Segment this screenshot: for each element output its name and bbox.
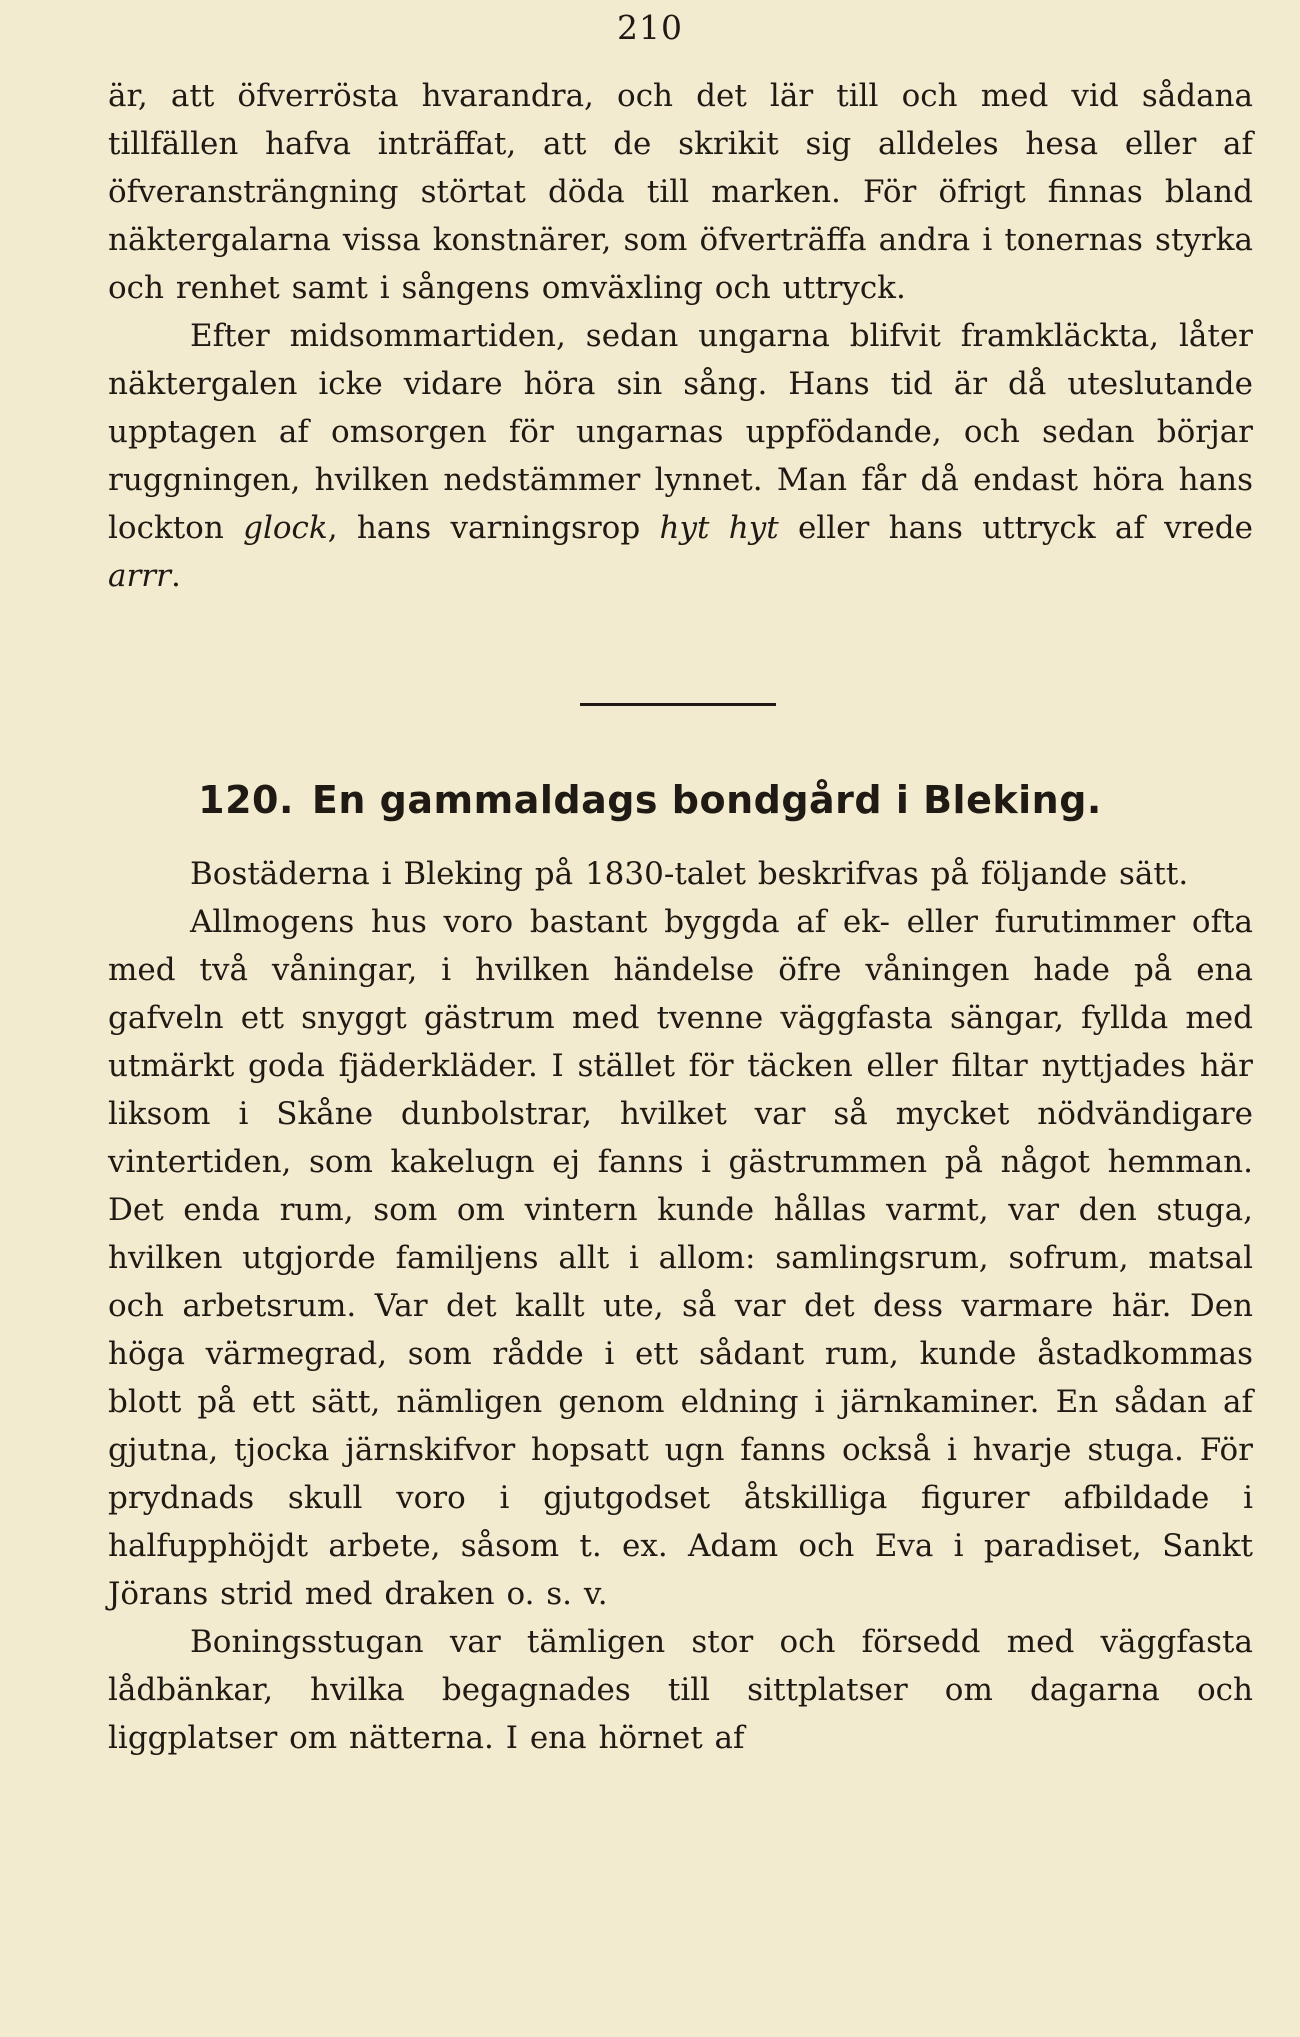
paragraph: Bostäderna i Bleking på 1830-talet beskrifvas på följande sätt. [190, 856, 1189, 892]
paragraph-text: . [170, 558, 181, 594]
call-word: glock [243, 510, 328, 546]
paragraph: Allmogens hus voro bastant byggda af ek- eller furutimmer ofta med två våningar, i hvilken händelse öfre våningen hade på ena gafveln ett snyggt gästrum med tvenne väggfasta sängar, fyllda med utmärkt goda fjäderkläder. I stället för täcken eller filtar nyttjades här liksom i Skåne dunbolstrar, hvilket var så mycket nödvändigare vintertiden, som kakelugn ej fanns i gästrummen på något hemman. Det enda rum, som om vintern kunde hållas varmt, var den stuga, hvilken utgjorde familjens allt i allom: samlingsrum, sofrum, matsal och arbetsrum. Var det kallt ute, så var det dess varmare här. Den höga värmegrad, som rådde i ett sådant rum, kunde åstadkommas blott på ett sätt, nämligen genom eldning i järnkaminer. En sådan af gjutna, tjocka järnskifvor hopsatt ugn fanns också i hvarje stuga. För prydnads skull voro i gjutgodset åtskilliga figurer afbildade i halfupphöjdt arbete, såsom t. ex. Adam och Eva i paradiset, Sankt Jörans strid med draken o. s. v. [108, 904, 1253, 1612]
section-text-nightingale [108, 72, 1253, 600]
paragraph-text: Efter midsommartiden, sedan ungarna blifvit framkläckta, låter näktergalen icke vidare höra sin sång. Hans tid är då uteslutande upptagen af omsorgen för ungarnas uppfödande, och sedan börjar ruggningen, hvilken nedstämmer lynnet. Man får då endast höra hans lockton [108, 318, 1253, 546]
page-number: 210 [617, 8, 683, 47]
call-word: hyt hyt [659, 510, 779, 546]
section-title: En gammaldags bondgård i Bleking. [311, 778, 1102, 822]
paragraph: Boningsstugan var tämligen stor och försedd med väggfasta lådbänkar, hvilka begagnades till sittplatser om dagarna och liggplatser om nätterna. I ena hörnet af [108, 1624, 1253, 1756]
call-word: arrr [108, 558, 171, 594]
section-divider [580, 703, 776, 706]
section-heading [0, 778, 1300, 822]
paragraph [108, 312, 1253, 600]
paragraph-text: eller hans uttryck af vrede [778, 510, 1253, 546]
section-text-farmstead [108, 850, 1253, 1762]
section-number: 120. [198, 778, 294, 822]
paragraph: är, att öfverrösta hvarandra, och det lär till och med vid sådana tillfällen hafva inträffat, att de skrikit sig alldeles hesa eller af öfveransträngning störtat döda till marken. För öfrigt finnas bland näktergalarna vissa konstnärer, som öfverträffa andra i tonernas styrka och renhet samt i sångens omväxling och uttryck. [108, 78, 1253, 306]
paragraph-text: , hans varningsrop [327, 510, 660, 546]
